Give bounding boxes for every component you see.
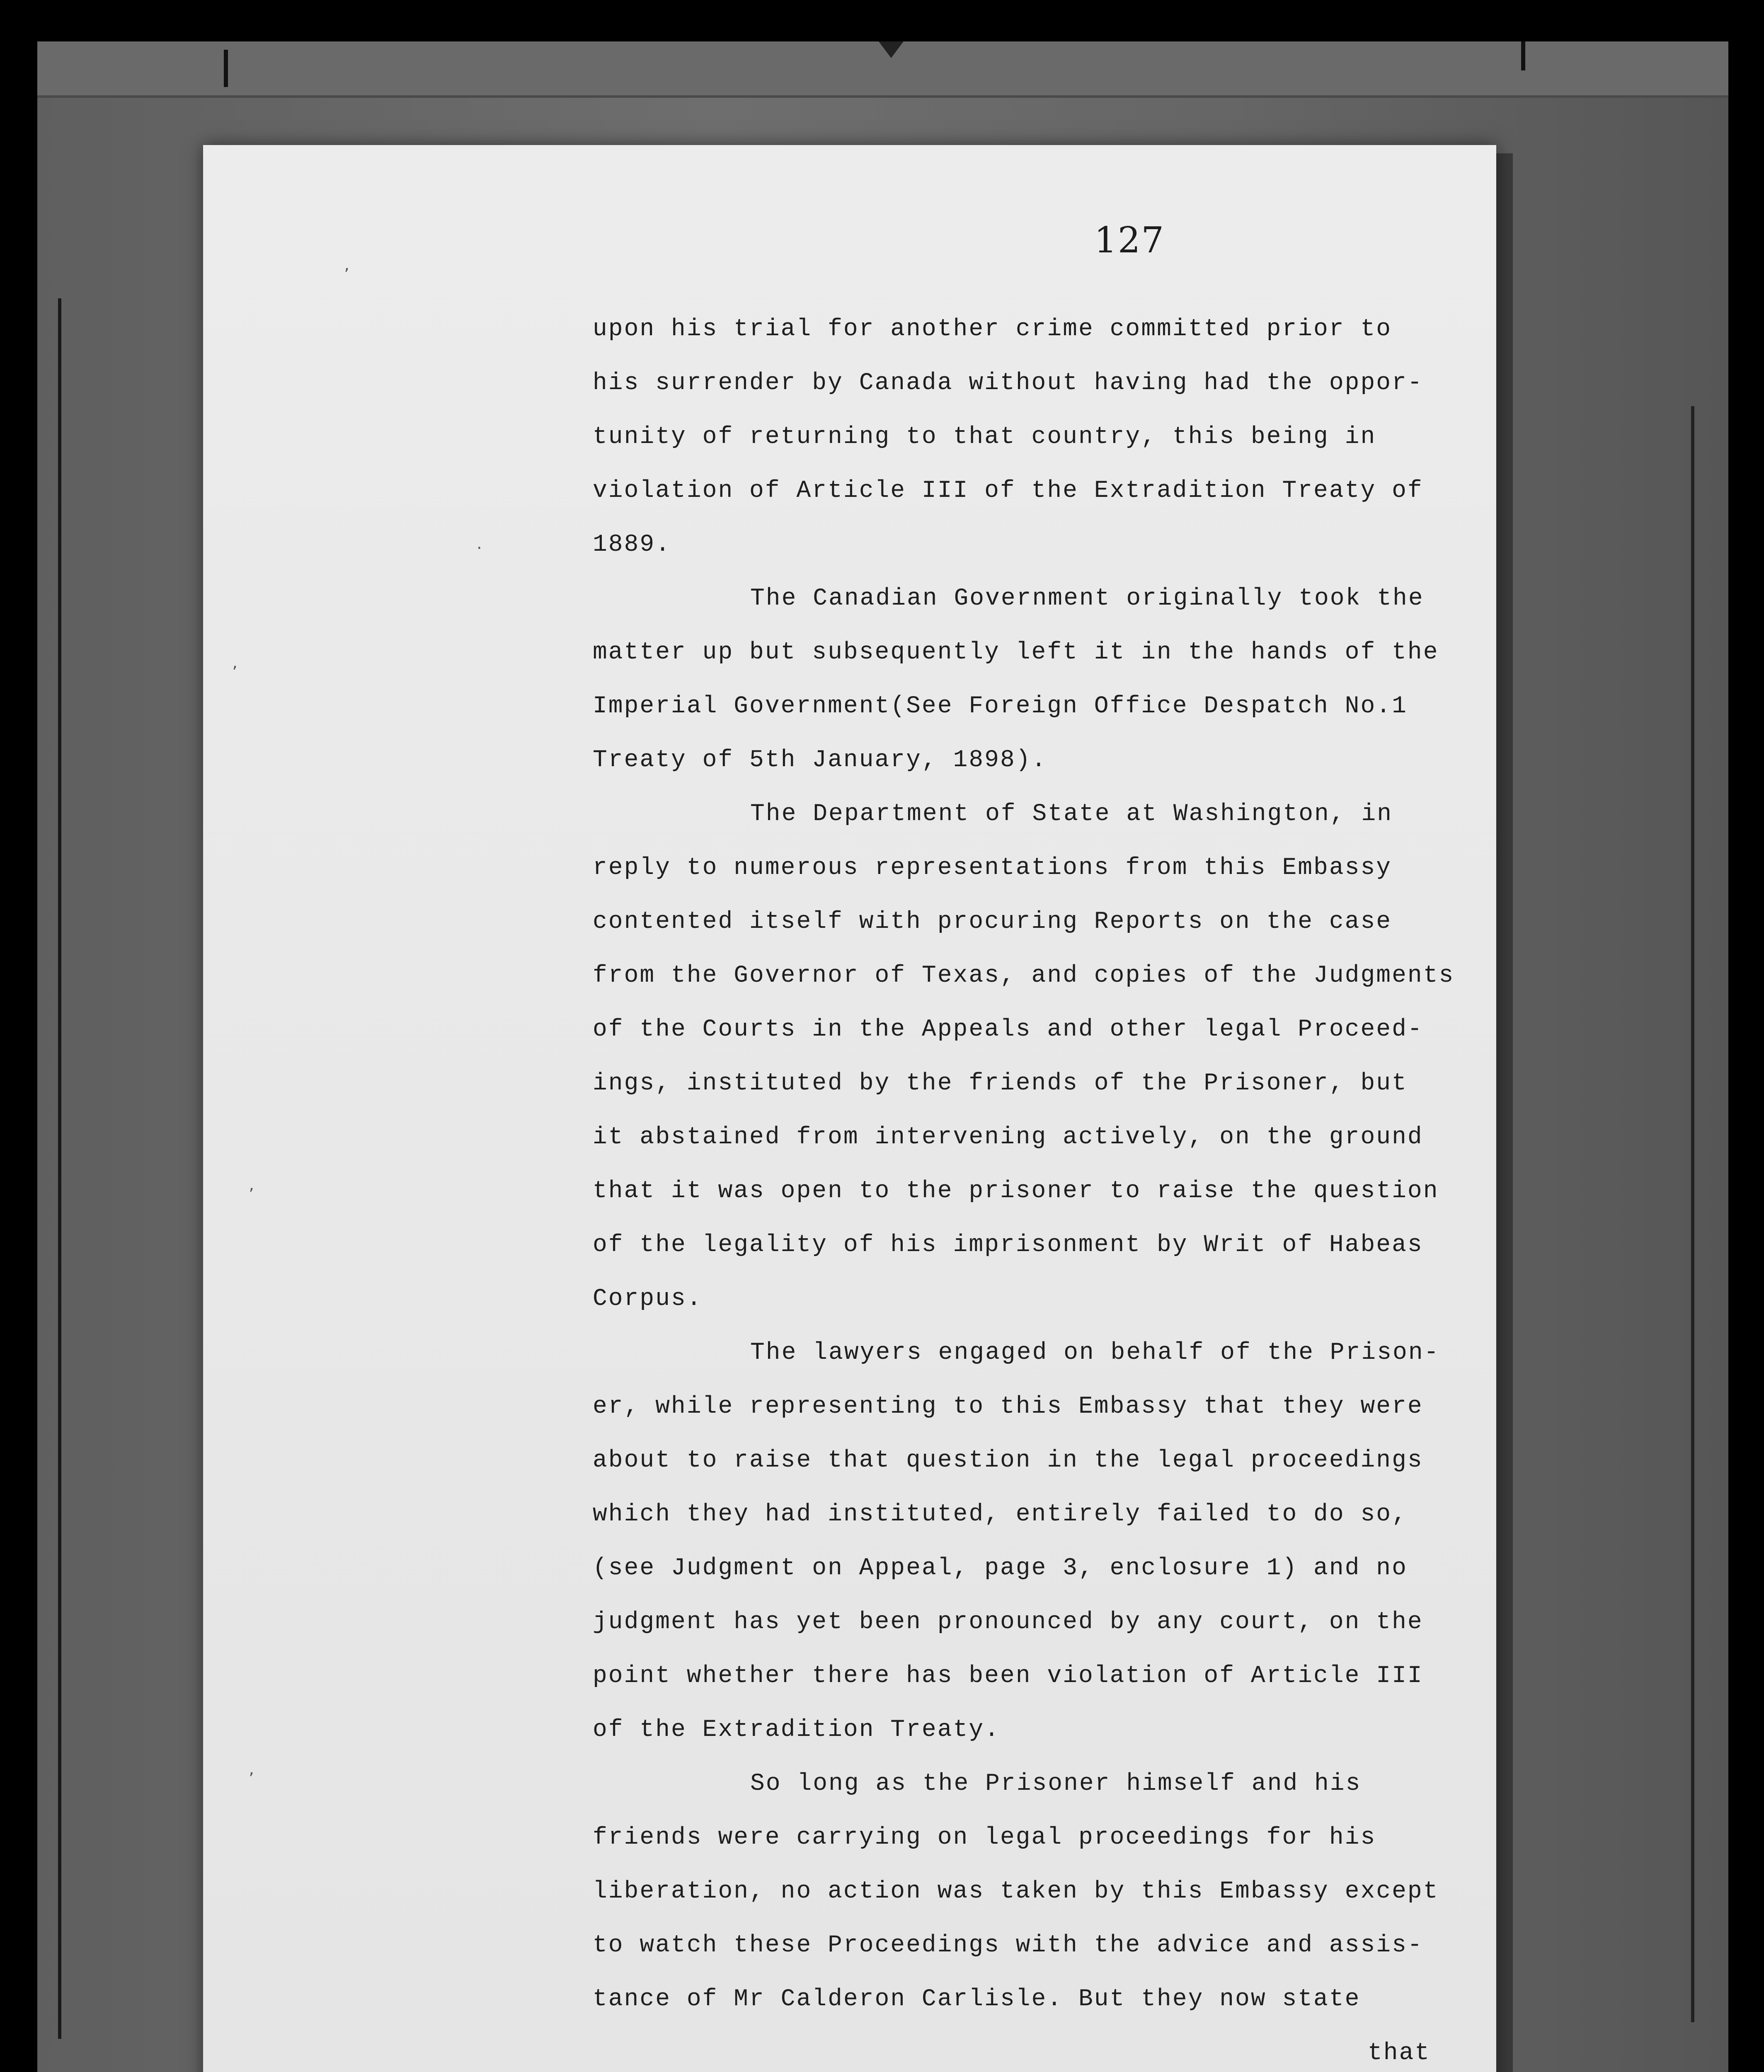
text-line: his surrender by Canada without having had the oppor- <box>593 370 1423 397</box>
margin-mark: ’ <box>249 1185 254 1204</box>
text-line: The Canadian Government originally took the <box>750 585 1424 612</box>
text-line: violation of Article III of the Extradition Treaty of <box>593 477 1423 504</box>
text-line: tunity of returning to that country, this being in <box>593 424 1376 450</box>
text-line: The lawyers engaged on behalf of the Prison- <box>750 1339 1440 1366</box>
page-number: 127 <box>1094 220 1165 261</box>
margin-mark: ’ <box>232 663 237 682</box>
text-line: judgment has yet been pronounced by any court, on the <box>593 1609 1423 1636</box>
text-line: Corpus. <box>593 1285 703 1312</box>
text-line: (see Judgment on Appeal, page 3, enclosure 1) and no <box>593 1555 1408 1582</box>
text-line: of the legality of his imprisonment by Writ of Habeas <box>593 1232 1423 1259</box>
margin-mark: ’ <box>344 265 349 284</box>
text-line: that it was open to the prisoner to raise the question <box>593 1178 1439 1205</box>
text-line: liberation, no action was taken by this Embassy except <box>593 1878 1439 1905</box>
text-line: reply to numerous representations from this Embassy <box>593 854 1392 881</box>
margin-mark: · <box>477 539 482 558</box>
text-line: friends were carrying on legal proceedings for his <box>593 1824 1376 1851</box>
text-line: contented itself with procuring Reports on the case <box>593 908 1392 935</box>
text-line: So long as the Prisoner himself and his <box>750 1770 1362 1797</box>
text-line: of the Courts in the Appeals and other legal Proceed- <box>593 1016 1423 1043</box>
text-line: upon his trial for another crime committed prior to <box>593 316 1392 343</box>
text-line: Imperial Government(See Foreign Office Despatch No.1 <box>593 693 1408 720</box>
text-line: to watch these Proceedings with the advice and assis- <box>593 1932 1423 1959</box>
text-line: The Department of State at Washington, in <box>750 801 1393 828</box>
text-line: Treaty of 5th January, 1898). <box>593 747 1047 774</box>
text-line: matter up but subsequently left it in the hands of the <box>593 639 1439 666</box>
text-line: which they had instituted, entirely failed to do so, <box>593 1501 1408 1528</box>
text-line: about to raise that question in the legal proceedings <box>593 1447 1423 1474</box>
text-line: of the Extradition Treaty. <box>593 1716 1000 1743</box>
text-line: tance of Mr Calderon Carlisle. But they now state <box>593 1986 1361 2013</box>
margin-mark: ’ <box>249 1769 254 1789</box>
text-line: point whether there has been violation of Article III <box>593 1663 1423 1690</box>
text-line: it abstained from intervening actively, on the ground <box>593 1124 1423 1151</box>
text-line: ings, instituted by the friends of the Prisoner, but <box>593 1070 1408 1097</box>
catchword: that <box>1368 2040 1431 2067</box>
text-line: from the Governor of Texas, and copies of the Judgments <box>593 962 1455 989</box>
text-line: er, while representing to this Embassy that they were <box>593 1393 1423 1420</box>
text-line: 1889. <box>593 531 671 558</box>
